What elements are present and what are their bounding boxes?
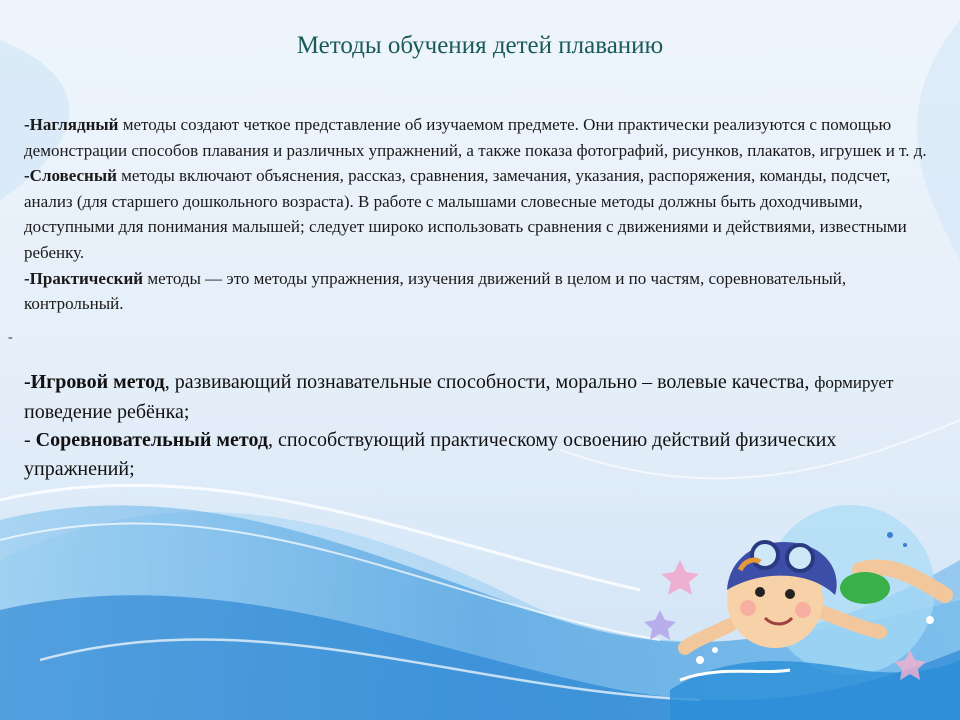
practical-method-term: -Практический	[24, 268, 144, 288]
visual-method-term: -Наглядный	[24, 115, 119, 134]
competition-method-text: , способствующий практическому освоению действий физических упражнений;	[24, 429, 837, 480]
game-competition-paragraph	[24, 368, 924, 483]
swimming-boy-illustration	[640, 500, 960, 720]
game-method-text-b: поведение ребёнка;	[24, 400, 190, 423]
verbal-method-text: методы включают объяснения, рассказ, сравнения, замечания, указания, распоряжения, команды, подсчет, анализ (для старшего дошкольного возраста). В работе с малышами словесные методы должны быть доходчивыми, доступными для понимания малышей; следует широко использовать сравнения с движениями и действиями, известными ребенку.	[24, 166, 907, 262]
slide-title: Методы обучения детей плаванию	[296, 32, 664, 59]
visual-method-text: методы создают четкое представление об изучаемом предмете. Они практически реализуются с помощью демонстрации способов плавания и различных упражнений, а также показа фотографий, рисунков, плакатов, игрушек и т. д.	[24, 115, 927, 160]
competition-method-term: Соревновательный метод	[35, 429, 268, 451]
game-method-small-word: формирует	[814, 373, 894, 392]
margin-mark: -	[8, 330, 13, 345]
verbal-method-term: -Словесный	[24, 166, 117, 186]
methods-paragraph	[24, 112, 939, 317]
practical-method-text: методы — это методы упражнения, изучения движений в целом и по частям, соревновательный, контрольный.	[24, 268, 847, 314]
competition-prefix: -	[24, 429, 36, 451]
game-method-text-a: , развивающий познавательные способности, морально – волевые качества,	[164, 371, 815, 393]
game-method-term: -Игровой метод	[24, 371, 165, 393]
